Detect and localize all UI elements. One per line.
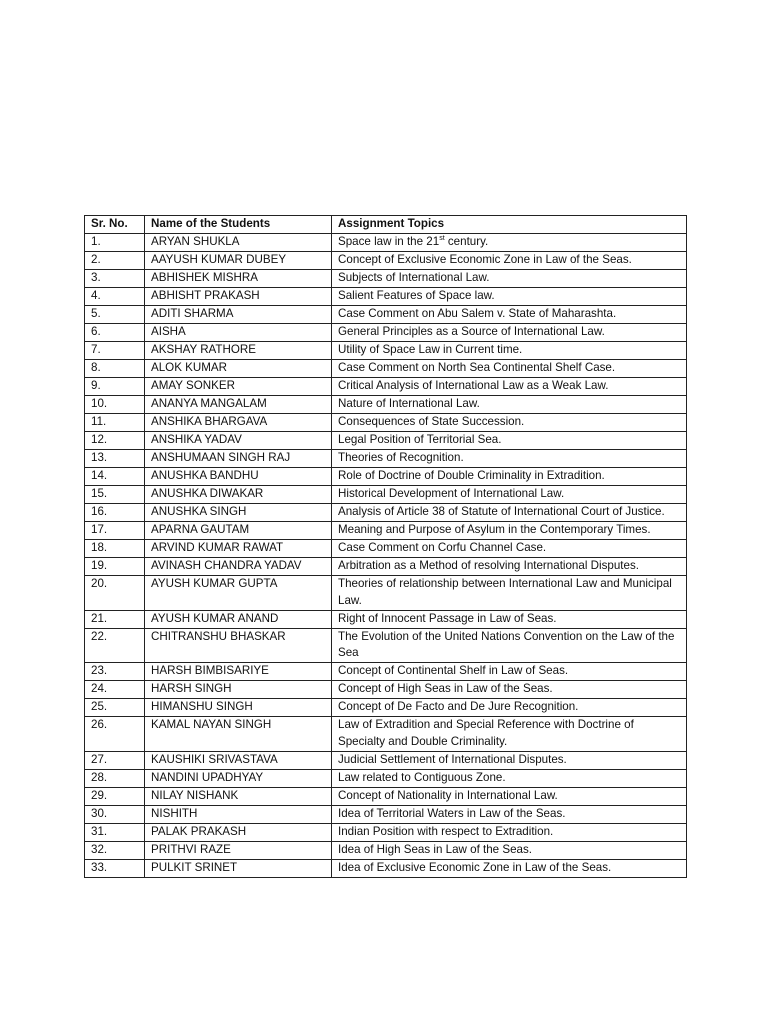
cell-assignment-topic: Law related to Contiguous Zone. (332, 769, 687, 787)
cell-sr-no: 1. (85, 234, 145, 252)
cell-sr-no: 32. (85, 841, 145, 859)
table-row (85, 432, 687, 450)
cell-assignment-topic: Concept of High Seas in Law of the Seas. (332, 681, 687, 699)
table-row (85, 558, 687, 576)
table-row (85, 628, 687, 663)
cell-sr-no: 14. (85, 468, 145, 486)
cell-sr-no: 19. (85, 558, 145, 576)
cell-assignment-topic: Historical Development of International Law. (332, 486, 687, 504)
header-student-name: Name of the Students (145, 216, 332, 234)
cell-sr-no: 33. (85, 859, 145, 877)
cell-assignment-topic: Idea of Exclusive Economic Zone in Law of the Seas. (332, 859, 687, 877)
cell-assignment-topic: Theories of Recognition. (332, 450, 687, 468)
table-row (85, 787, 687, 805)
cell-student-name: CHITRANSHU BHASKAR (145, 628, 332, 663)
cell-assignment-topic: Utility of Space Law in Current time. (332, 342, 687, 360)
table-row (85, 468, 687, 486)
table-row (85, 450, 687, 468)
cell-assignment-topic: Role of Doctrine of Double Criminality in Extradition. (332, 468, 687, 486)
table-row (85, 717, 687, 752)
cell-student-name: KAUSHIKI SRIVASTAVA (145, 751, 332, 769)
table-row (85, 396, 687, 414)
table-row (85, 859, 687, 877)
cell-assignment-topic: Case Comment on Corfu Channel Case. (332, 540, 687, 558)
table-row (85, 610, 687, 628)
cell-student-name: NISHITH (145, 805, 332, 823)
cell-sr-no: 22. (85, 628, 145, 663)
cell-student-name: ANSHIKA BHARGAVA (145, 414, 332, 432)
cell-student-name: AKSHAY RATHORE (145, 342, 332, 360)
cell-assignment-topic: Consequences of State Succession. (332, 414, 687, 432)
cell-assignment-topic: The Evolution of the United Nations Convention on the Law of the Sea (332, 628, 687, 663)
table-row (85, 378, 687, 396)
cell-assignment-topic: Judicial Settlement of International Disputes. (332, 751, 687, 769)
cell-student-name: ANUSHKA SINGH (145, 504, 332, 522)
cell-assignment-topic: Salient Features of Space law. (332, 288, 687, 306)
cell-assignment-topic: Critical Analysis of International Law as a Weak Law. (332, 378, 687, 396)
assignment-table (84, 215, 687, 878)
cell-sr-no: 24. (85, 681, 145, 699)
cell-student-name: ARYAN SHUKLA (145, 234, 332, 252)
cell-assignment-topic: Indian Position with respect to Extradition. (332, 823, 687, 841)
cell-student-name: AVINASH CHANDRA YADAV (145, 558, 332, 576)
cell-sr-no: 6. (85, 324, 145, 342)
cell-student-name: ADITI SHARMA (145, 306, 332, 324)
cell-student-name: AMAY SONKER (145, 378, 332, 396)
cell-sr-no: 23. (85, 663, 145, 681)
cell-assignment-topic: General Principles as a Source of International Law. (332, 324, 687, 342)
table-row (85, 663, 687, 681)
cell-student-name: ANUSHKA BANDHU (145, 468, 332, 486)
cell-sr-no: 31. (85, 823, 145, 841)
table-row (85, 360, 687, 378)
table-row (85, 504, 687, 522)
cell-sr-no: 29. (85, 787, 145, 805)
cell-sr-no: 8. (85, 360, 145, 378)
table-row (85, 805, 687, 823)
cell-assignment-topic: Legal Position of Territorial Sea. (332, 432, 687, 450)
cell-sr-no: 13. (85, 450, 145, 468)
cell-student-name: AYUSH KUMAR ANAND (145, 610, 332, 628)
cell-student-name: ANUSHKA DIWAKAR (145, 486, 332, 504)
cell-sr-no: 7. (85, 342, 145, 360)
cell-student-name: ABHISHEK MISHRA (145, 270, 332, 288)
cell-student-name: ARVIND KUMAR RAWAT (145, 540, 332, 558)
table-row (85, 288, 687, 306)
cell-assignment-topic: Case Comment on North Sea Continental Shelf Case. (332, 360, 687, 378)
cell-assignment-topic: Subjects of International Law. (332, 270, 687, 288)
cell-assignment-topic: Concept of Continental Shelf in Law of Seas. (332, 663, 687, 681)
cell-assignment-topic: Concept of Exclusive Economic Zone in Law of the Seas. (332, 252, 687, 270)
cell-student-name: PRITHVI RAZE (145, 841, 332, 859)
cell-sr-no: 18. (85, 540, 145, 558)
cell-student-name: ABHISHT PRAKASH (145, 288, 332, 306)
table-row (85, 234, 687, 252)
cell-sr-no: 5. (85, 306, 145, 324)
table-row (85, 540, 687, 558)
cell-assignment-topic: Arbitration as a Method of resolving International Disputes. (332, 558, 687, 576)
table-row (85, 751, 687, 769)
header-assignment-topic: Assignment Topics (332, 216, 687, 234)
cell-sr-no: 28. (85, 769, 145, 787)
topic-text: century. (444, 235, 489, 248)
table-row (85, 414, 687, 432)
cell-student-name: KAMAL NAYAN SINGH (145, 717, 332, 752)
table-row (85, 486, 687, 504)
cell-student-name: PULKIT SRINET (145, 859, 332, 877)
cell-sr-no: 21. (85, 610, 145, 628)
table-row (85, 270, 687, 288)
cell-student-name: NILAY NISHANK (145, 787, 332, 805)
table-row (85, 681, 687, 699)
cell-student-name: ANSHUMAAN SINGH RAJ (145, 450, 332, 468)
table-body (85, 234, 687, 878)
cell-sr-no: 12. (85, 432, 145, 450)
table-row (85, 841, 687, 859)
table-row (85, 699, 687, 717)
cell-student-name: AAYUSH KUMAR DUBEY (145, 252, 332, 270)
header-sr-no: Sr. No. (85, 216, 145, 234)
cell-student-name: HIMANSHU SINGH (145, 699, 332, 717)
cell-student-name: APARNA GAUTAM (145, 522, 332, 540)
cell-sr-no: 3. (85, 270, 145, 288)
topic-text: Space law in the 21 (338, 235, 440, 248)
cell-student-name: AISHA (145, 324, 332, 342)
cell-assignment-topic: Right of Innocent Passage in Law of Seas. (332, 610, 687, 628)
cell-sr-no: 20. (85, 576, 145, 611)
cell-assignment-topic: Nature of International Law. (332, 396, 687, 414)
cell-assignment-topic: Meaning and Purpose of Asylum in the Contemporary Times. (332, 522, 687, 540)
table-row (85, 252, 687, 270)
cell-sr-no: 15. (85, 486, 145, 504)
cell-assignment-topic: Concept of Nationality in International Law. (332, 787, 687, 805)
cell-sr-no: 2. (85, 252, 145, 270)
cell-student-name: ANSHIKA YADAV (145, 432, 332, 450)
cell-student-name: ANANYA MANGALAM (145, 396, 332, 414)
table-header-row (85, 216, 687, 234)
table-row (85, 769, 687, 787)
cell-sr-no: 27. (85, 751, 145, 769)
cell-sr-no: 10. (85, 396, 145, 414)
cell-sr-no: 16. (85, 504, 145, 522)
topic-superscript: st (439, 235, 445, 243)
cell-assignment-topic: Idea of Territorial Waters in Law of the Seas. (332, 805, 687, 823)
cell-assignment-topic: Analysis of Article 38 of Statute of International Court of Justice. (332, 504, 687, 522)
cell-sr-no: 4. (85, 288, 145, 306)
cell-assignment-topic: Law of Extradition and Special Reference with Doctrine of Specialty and Double Criminality. (332, 717, 687, 752)
cell-sr-no: 11. (85, 414, 145, 432)
cell-student-name: HARSH SINGH (145, 681, 332, 699)
table-row (85, 342, 687, 360)
cell-sr-no: 30. (85, 805, 145, 823)
table-row (85, 823, 687, 841)
cell-sr-no: 25. (85, 699, 145, 717)
cell-assignment-topic: Concept of De Facto and De Jure Recognition. (332, 699, 687, 717)
cell-assignment-topic: Case Comment on Abu Salem v. State of Maharashta. (332, 306, 687, 324)
table-row (85, 306, 687, 324)
cell-sr-no: 17. (85, 522, 145, 540)
cell-student-name: NANDINI UPADHYAY (145, 769, 332, 787)
cell-sr-no: 26. (85, 717, 145, 752)
cell-student-name: PALAK PRAKASH (145, 823, 332, 841)
cell-student-name: AYUSH KUMAR GUPTA (145, 576, 332, 611)
table-row (85, 324, 687, 342)
table-row (85, 576, 687, 611)
table-row (85, 522, 687, 540)
cell-assignment-topic: Theories of relationship between International Law and Municipal Law. (332, 576, 687, 611)
cell-student-name: HARSH BIMBISARIYE (145, 663, 332, 681)
cell-assignment-topic: Idea of High Seas in Law of the Seas. (332, 841, 687, 859)
cell-assignment-topic (332, 234, 687, 252)
cell-sr-no: 9. (85, 378, 145, 396)
cell-student-name: ALOK KUMAR (145, 360, 332, 378)
